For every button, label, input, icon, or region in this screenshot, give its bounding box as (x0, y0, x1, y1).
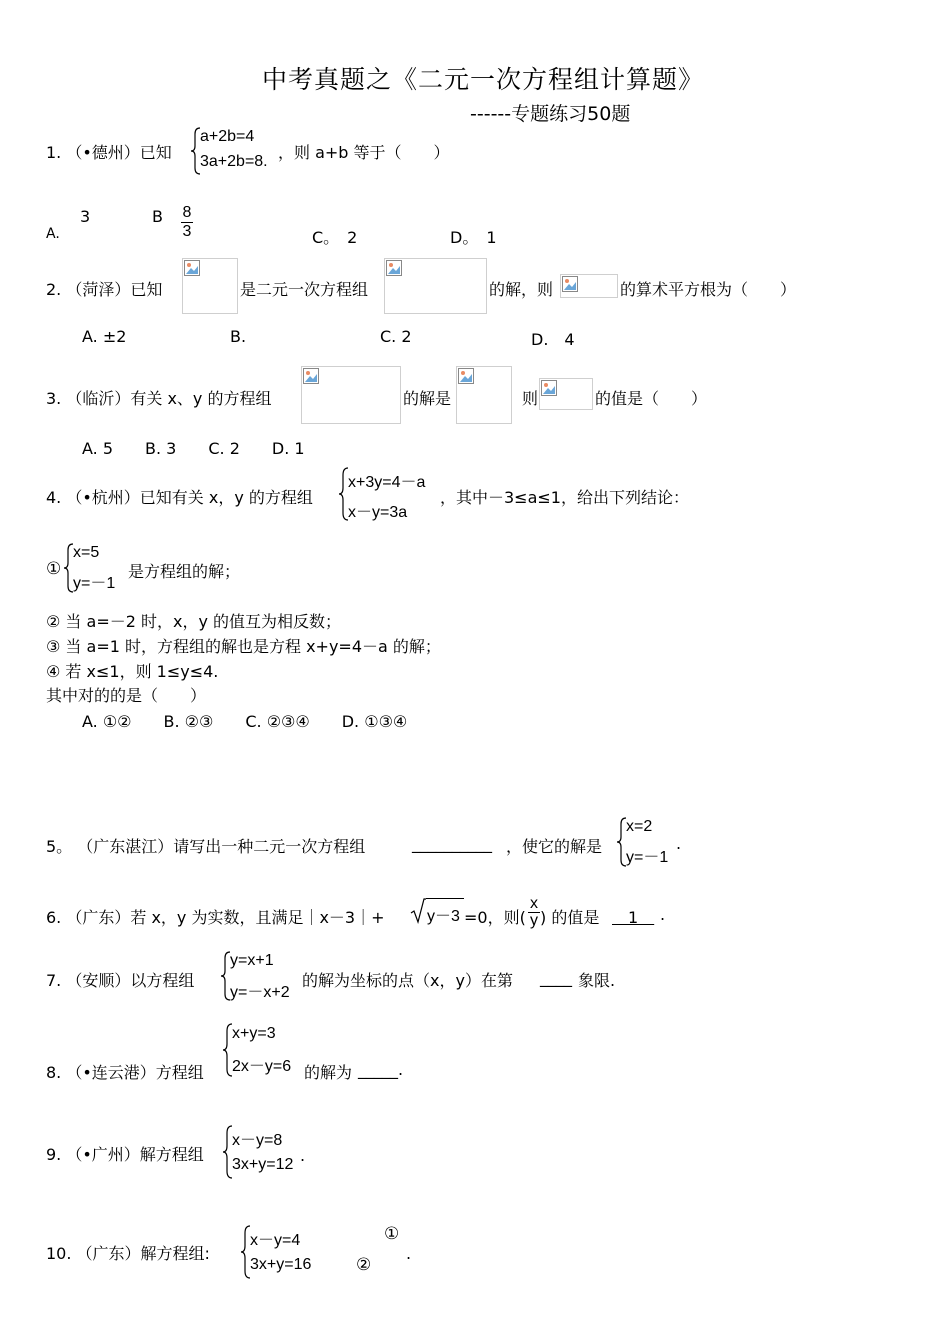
q3-mid1: 的解是 (403, 389, 452, 408)
q1-option-b-label: B (152, 207, 163, 226)
q2-missing-image-3 (560, 274, 618, 298)
q3-missing-image-3 (539, 378, 593, 410)
q3-options: A. 5 B. 3 C. 2 D. 1 (82, 439, 305, 458)
broken-image-icon (562, 276, 578, 292)
q2-option-b: B. (230, 327, 247, 346)
q8-blank: _____. (358, 1060, 404, 1079)
q2-prefix: 2. （菏泽）已知 (46, 280, 163, 299)
q4-statement-1-text: 是方程组的解； (128, 562, 241, 581)
q1-option-a-value: 3 (80, 207, 91, 226)
q5-mid: ，使它的解是 (506, 837, 603, 856)
q10-equation-system (240, 1224, 340, 1280)
sqrt-icon (410, 898, 426, 924)
q7-mid: 的解为坐标的点（x，y）在第 (302, 971, 513, 990)
q6-answer: 1 (612, 908, 655, 927)
q7-equation-system (220, 950, 310, 1002)
q9-equation-system (222, 1124, 312, 1180)
q1-suffix: ，则 a+b 等于（ ） (278, 143, 450, 162)
q2-suffix: 的算术平方根为（ ） (620, 280, 797, 299)
q4-statement-3: ③ 当 a=1 时，方程组的解也是方程 x+y=4－a 的解； (46, 637, 441, 656)
page-subtitle: ------专题练习50题 (470, 103, 631, 125)
q4-question: 其中对的的是（ ） (46, 686, 207, 705)
q8-equation-system (222, 1022, 312, 1078)
q4-options: A. ①② B. ②③ C. ②③④ D. ①③④ (82, 712, 408, 731)
broken-image-icon (458, 368, 474, 384)
q7-prefix: 7. （安顺）以方程组 (46, 971, 195, 990)
q4-statement-1-system (63, 542, 133, 594)
q1-prefix: 1. （•德州）已知 (46, 143, 172, 162)
q1-option-b-denominator: 3 (182, 223, 192, 240)
q7-eq2: y=－x+2 (230, 984, 290, 1001)
q7-suffix: 象限. (578, 971, 616, 990)
q6-mid2: ) 的值是 (540, 908, 600, 927)
q1-option-a-label: A. (46, 226, 60, 242)
q4-prefix: 4. （•杭州）已知有关 x，y 的方程组 (46, 488, 313, 507)
q1-eq1: a+2b=4 (200, 128, 255, 145)
q5-suffix: . (676, 834, 682, 853)
q9-suffix: . (300, 1146, 306, 1165)
q6-mid: =0，则( (464, 908, 526, 927)
q2-mid1: 是二元一次方程组 (240, 280, 369, 299)
q1-option-c: C。 2 (312, 228, 358, 247)
q1-eq2: 3a+2b=8. (200, 153, 268, 170)
q4-statement-1-eq1: x=5 (73, 544, 100, 561)
q4-statement-1-mark: ① (46, 559, 62, 579)
q9-prefix: 9. （•广州）解方程组 (46, 1145, 204, 1164)
q10-prefix: 10. （广东）解方程组: (46, 1244, 210, 1263)
q7-eq1: y=x+1 (230, 952, 274, 969)
page-title: 中考真题之《二元一次方程组计算题》 (262, 65, 705, 94)
q9-eq2: 3x+y=12 (232, 1156, 294, 1173)
q4-statement-1-eq2: y=－1 (73, 575, 116, 592)
q5-eq1: x=2 (626, 818, 653, 835)
q10-mark-1: ① (384, 1224, 400, 1244)
q2-mid2: 的解，则 (489, 280, 554, 299)
q4-statement-2: ② 当 a=－2 时，x，y 的值互为相反数； (46, 612, 342, 631)
q3-missing-image-2 (456, 366, 512, 424)
q10-eq2: 3x+y=16 (250, 1256, 312, 1273)
q3-suffix: 的值是（ ） (595, 389, 708, 408)
q1-option-b-numerator: 8 (182, 204, 192, 221)
q2-option-a: A. ±2 (82, 327, 127, 346)
q5-eq2: y=－1 (626, 849, 669, 866)
q6-sqrt (410, 898, 466, 924)
q1-equation-system (190, 126, 280, 176)
q8-mid: 的解为 (304, 1063, 353, 1082)
q4-suffix: ，其中－3≤a≤1，给出下列结论： (440, 488, 689, 507)
q2-missing-image-2 (384, 258, 487, 314)
broken-image-icon (386, 260, 402, 276)
q8-eq2: 2x－y=6 (232, 1058, 292, 1075)
q5-prefix: 5。 （广东湛江）请写出一种二元一次方程组 (46, 837, 366, 856)
q4-eq1: x+3y=4－a (348, 474, 426, 491)
broken-image-icon (184, 260, 200, 276)
q1-option-b-fraction (180, 204, 194, 241)
q10-eq1: x－y=4 (250, 1232, 301, 1249)
q3-prefix: 3. （临沂）有关 x、y 的方程组 (46, 389, 272, 408)
q7-blank: ____ (540, 968, 572, 987)
q1-option-d: D。 1 (450, 228, 497, 247)
q6-fraction (527, 896, 541, 929)
q4-equation-system (338, 466, 448, 522)
broken-image-icon (541, 380, 557, 396)
q3-missing-image-1 (301, 366, 401, 424)
q5-blank: __________ (412, 834, 492, 853)
q2-option-c: C. 2 (380, 327, 412, 346)
q3-mid2: 则 (522, 389, 539, 408)
q4-statement-4: ④ 若 x≤1，则 1≤y≤4. (46, 662, 219, 681)
q6-fraction-denominator: y (530, 912, 538, 929)
q4-eq2: x－y=3a (348, 504, 408, 521)
broken-image-icon (303, 368, 319, 384)
q10-suffix: . (406, 1244, 412, 1263)
q2-option-d: D. 4 (531, 330, 575, 349)
q6-suffix: . (660, 905, 666, 924)
q6-prefix: 6. （广东）若 x，y 为实数，且满足｜x－3｜+ (46, 908, 385, 927)
q6-sqrt-content: y－3 (427, 908, 460, 925)
q6-fraction-numerator: x (530, 895, 538, 912)
q9-eq1: x－y=8 (232, 1132, 283, 1149)
q10-mark-2: ② (356, 1255, 372, 1275)
q8-eq1: x+y=3 (232, 1025, 276, 1042)
q8-prefix: 8. （•连云港）方程组 (46, 1063, 204, 1082)
q2-missing-image-1 (182, 258, 238, 314)
